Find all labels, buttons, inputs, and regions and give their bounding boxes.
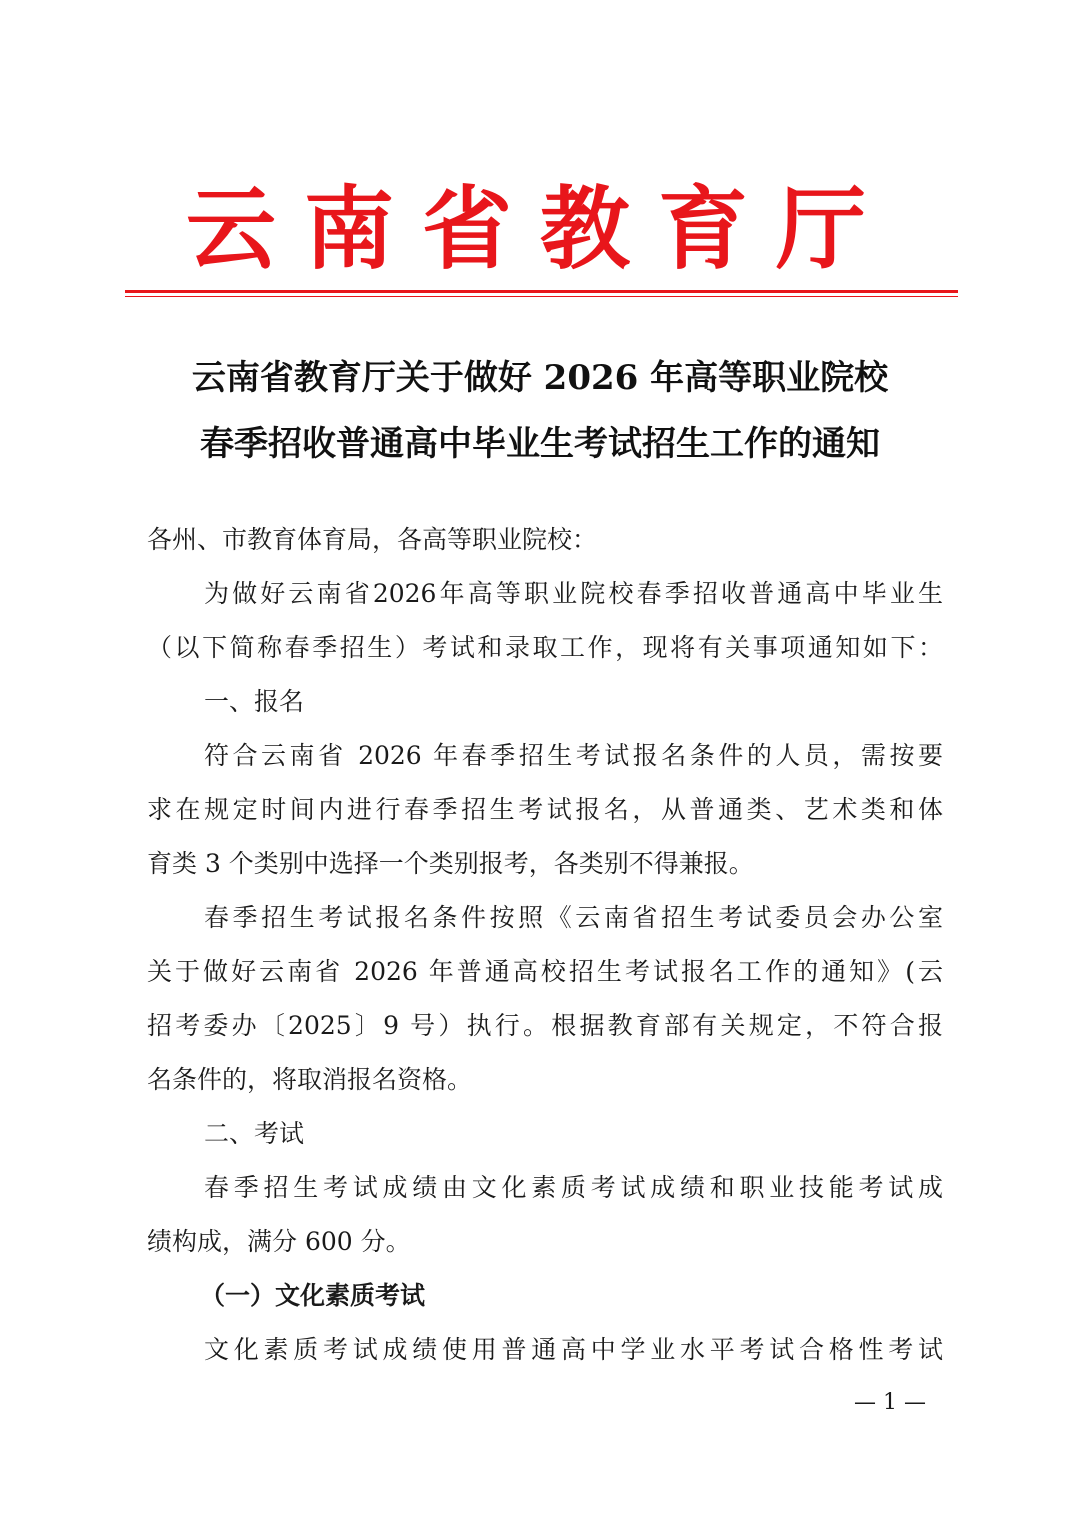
masthead-rule-thin [125, 296, 958, 297]
body-line: 春季招生考试成绩由文化素质考试成绩和职业技能考试成 [204, 1173, 943, 1202]
section-heading-2: 二、考试 [204, 1119, 305, 1148]
page-number: — 1 — [854, 1390, 926, 1415]
body-line: 育类 3 个类别中选择一个类别报考，各类别不得兼报。 [147, 849, 754, 878]
masthead-rule-thick [125, 290, 958, 293]
document-title-line-1: 云南省教育厅关于做好 2026 年高等职业院校 [191, 358, 889, 398]
body-line: 绩构成，满分 600 分。 [147, 1227, 411, 1256]
body-line: 招考委办〔2025〕9 号）执行。根据教育部有关规定，不符合报 [147, 1011, 943, 1040]
body-line: 关于做好云南省 2026 年普通高校招生考试报名工作的通知》(云 [147, 957, 943, 986]
body-line: 春季招生考试报名条件按照《云南省招生考试委员会办公室 [204, 903, 943, 932]
body-line: 文化素质考试成绩使用普通高中学业水平考试合格性考试 [204, 1335, 943, 1364]
document-title-line-2: 春季招收普通高中毕业生考试招生工作的通知 [200, 424, 880, 464]
section-heading-1: 一、报名 [204, 687, 305, 716]
body-line: 为做好云南省2026年高等职业院校春季招收普通高中毕业生 [204, 579, 943, 608]
masthead-title: 云南省教育厅 [186, 177, 894, 282]
body-line: （以下简称春季招生）考试和录取工作，现将有关事项通知如下： [147, 633, 943, 662]
salutation: 各州、市教育体育局，各高等职业院校： [147, 525, 598, 554]
body-line: 求在规定时间内进行春季招生考试报名，从普通类、艺术类和体 [147, 795, 943, 824]
body-line: 符合云南省 2026 年春季招生考试报名条件的人员，需按要 [204, 741, 943, 770]
body-line: 名条件的，将取消报名资格。 [147, 1065, 473, 1094]
subsection-heading-1: （一）文化素质考试 [200, 1281, 426, 1310]
